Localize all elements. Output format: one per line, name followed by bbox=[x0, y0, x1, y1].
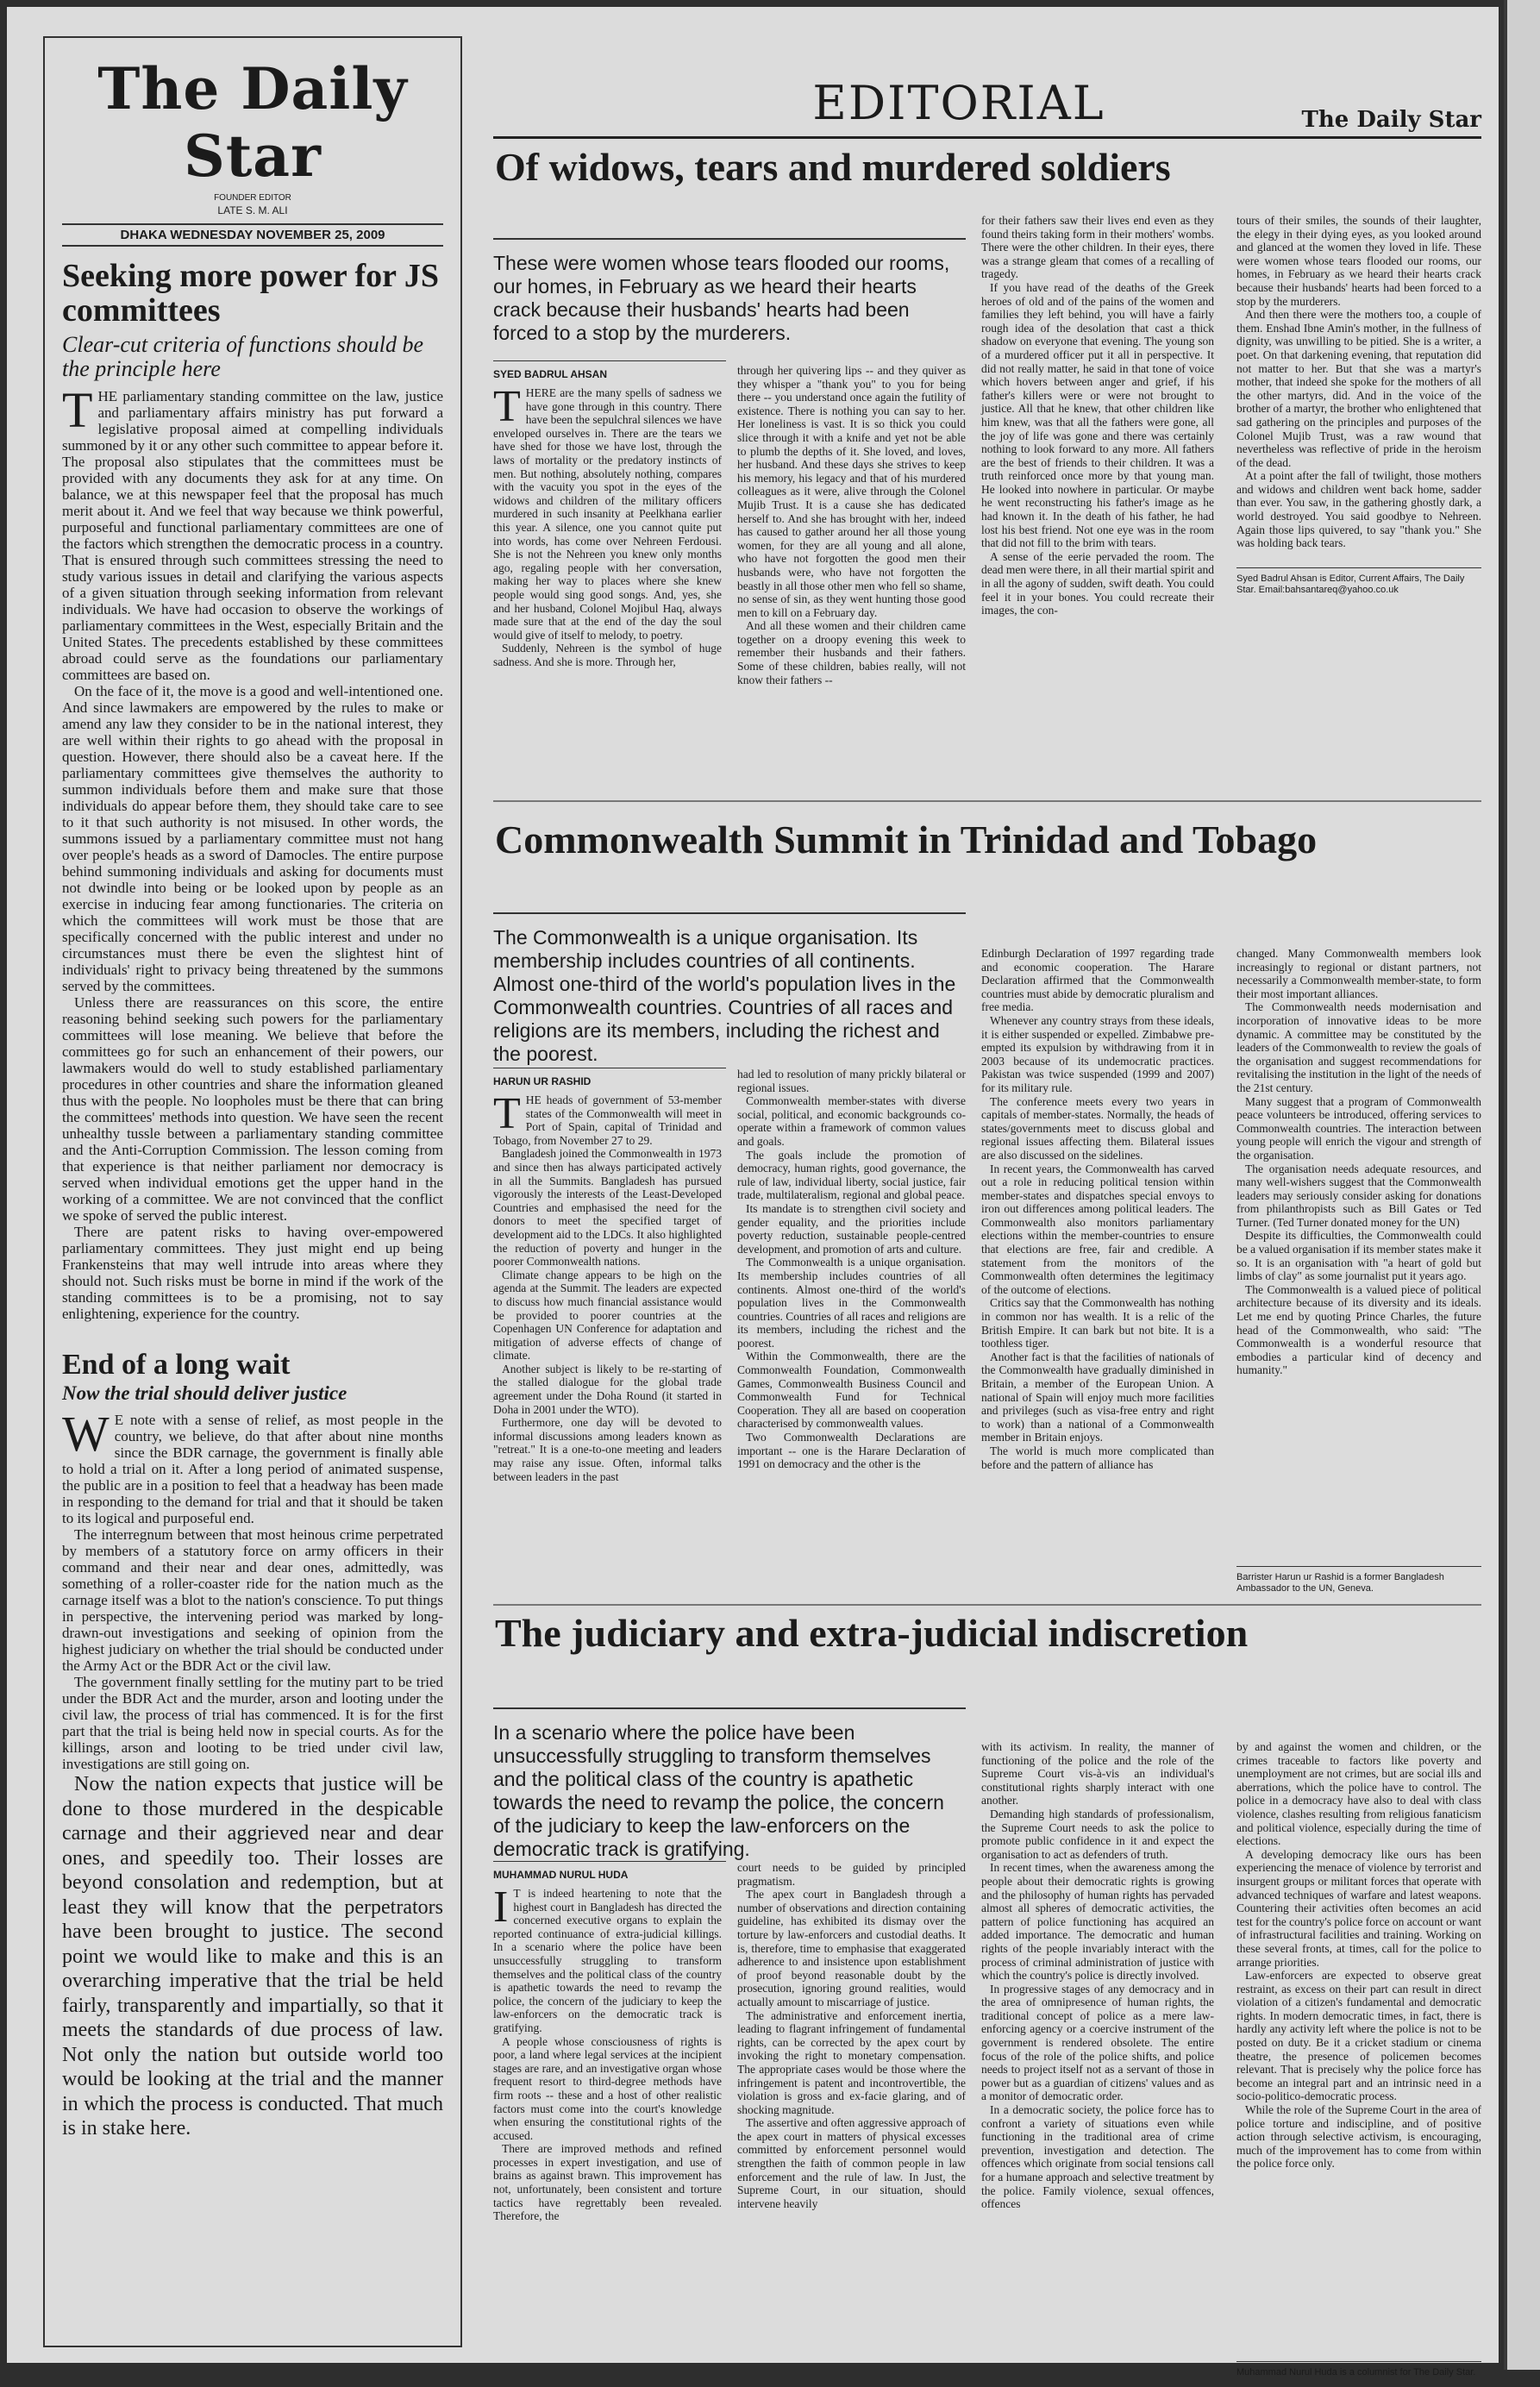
drop-cap: I bbox=[493, 1883, 509, 1932]
paragraph: Law-enforcers are expected to observe great restraint, as excess on their part can result in direct violation of a citizen's fundamental and democratic rights. In modern democratic times, in fact, there is hardly any activity left where the police is not to be posted on duty. Be it a cricket stadium or cinema theatre, the presence of policemen becomes relevant. That is precisely why the police force has become an integral part and an intrinsic need in a socio-politico-democratic process. bbox=[1236, 1969, 1481, 2103]
paragraph: The Commonwealth needs modernisation and incorporation of innovative ideas to be more dynamic. A committee may be constituted by the leaders of the Commonwealth to review the goals of the organisation and suggest recommendations for revitalising the institution in the light of the needs of the 21st century. bbox=[1236, 1000, 1481, 1094]
paragraph: There are improved methods and refined processes in expert investigation, and use of brains as against brawn. This improvement has not, unfortunately, been consistent and torture tactics have regrettably been revealed. Therefore, the bbox=[493, 2142, 722, 2223]
text: HERE are the many spells of sadness we have gone through in this country. There have been the sepulchral silences we have enveloped ourselves in. There are the tears we have shed for those we have lost, through the laws of mortality or the predatory instincts of men. But nothing, absolutely nothing, compares with the vacuity you spot in the eyes of the widows and children of the military officers murdered in such insanity at Peelkhana earlier this year. A silence, one you cannot quite put into words, has come over Nehreen Ferdousi. She is not the Nehreen you knew only months ago, regaling people with her conversation, making her way to places where she knew people would sing good songs. And, yes, she and her husband, Colonel Mojibul Haq, always made sure that at the end of the day the soul would give of itself to melody, to poetry. bbox=[493, 386, 722, 642]
paragraph: Many suggest that a program of Commonwealth peace volunteers be introduced, offering services to Commonwealth countries. The interaction between young people will enrich the vigour and strength of the organisation. bbox=[1236, 1094, 1481, 1162]
author-bio: Syed Badrul Ahsan is Editor, Current Affairs, The Daily Star. Email:bahsantareq@yahoo.co.uk bbox=[1236, 567, 1481, 596]
paragraph-large: Now the nation expects that justice will be done to those murdered in the despicable carnage and their aggrieved near and dear ones, and speedily too. Their losses are beyond consolation and redemption, but at least they will know that the perpetrators have been brought to justice. The second point we would like to make and this is an overarching imperative that the trial be held fairly, transparently and impartially, so that it meets the standards of due process of law. Not only the nation but outside world too would be looking at the trial and the manner in which the process is conducted. That much is in stake here. bbox=[62, 1773, 443, 2140]
paragraph: At a point after the fall of twilight, those mothers and widows and children went back home, sadder than ever. You saw, in the gathering ghostly dark, a world destroyed. You said goodbye to Nehreen. Again those lips quivered, to say "thank you." She was holding back tears. bbox=[1236, 469, 1481, 550]
section-label: EDITORIAL bbox=[812, 76, 1105, 130]
small-masthead: The Daily Star bbox=[1301, 107, 1481, 133]
paragraph: Furthermore, one day will be devoted to informal discussions among leaders known as "retreat." It is a one-to-one meeting and leaders may raise any issue. Often, informal talks between leaders in the past bbox=[493, 1416, 722, 1483]
paragraph: Bangladesh joined the Commonwealth in 1973 and since then has always participated actively in all the Summits. Bangladesh has pursued vigorously the interests of the Least-Developed Countries and emphasised the need for the donors to meet the specified target of development aid to the LDCs. It also highlighted the reduction of poverty and hunger in the poorer Commonwealth nations. bbox=[493, 1147, 722, 1269]
paragraph: While the role of the Supreme Court in the area of police torture and indiscipline, and of positive action through selective activism, is encouraging, much of the improvement has to come from within the police force only. bbox=[1236, 2103, 1481, 2171]
paragraph: Critics say that the Commonwealth has nothing in common nor has wealth. It is a relic of the British Empire. It can bark but not bite. It is a toothless tiger. bbox=[981, 1296, 1214, 1350]
text: Edinburgh Declaration of 1997 regarding trade and economic cooperation. The Harare Declaration affirmed that the Commonwealth countries must abide by democratic pluralism and free media. bbox=[981, 947, 1214, 1014]
article-widows bbox=[493, 145, 1481, 686]
text: for their fathers saw their lives end even as they found theirs taking form in their mothers' wombs. There were the other children. In their eyes, there was a strange gleam that comes of a recalling of tragedy. bbox=[981, 214, 1214, 281]
paragraph: Commonwealth member-states with diverse social, political, and economic backgrounds co-operate within a framework of common values and goals. bbox=[737, 1094, 966, 1148]
masthead-logo: The Daily Star bbox=[97, 55, 408, 190]
deck: In a scenario where the police have been unsuccessfully struggling to transform themselves and the political class of the country is apathetic towards the need to revamp the police, the concern of the judiciary to keep the law-enforcers on the democratic track is gratifying. bbox=[493, 1707, 966, 1861]
editorial-2-subtitle: Now the trial should deliver justice bbox=[62, 1382, 347, 1404]
column-4 bbox=[1236, 947, 1481, 1377]
column-1 bbox=[493, 382, 722, 668]
editorial-1-subtitle: Clear-cut criteria of functions should be the principle here bbox=[62, 332, 424, 381]
text: through her quivering lips -- and they quiver as they whisper a "thank you" to you for being there -- you understand once again the futility of existence. There is nothing you can say to her. Her loneliness is vast. It is so thick you could slice through it with a knife and yet not be able to plumb the depths of it. She loved, and loves, her husband. And these days she strives to keep his memory, his legacy and that of his murdered colleagues as it were, alive through the Colonel Mujib Trust. It is a cause she has dedicated herself to. And she has brought with her, indeed has caused to gather around her all those young women, for they are all young and all alone, who have not forgotten the good men their husbands were, who have not forgotten the beastly in all those other men who fell so shame, no sense of sin, as they went hunting those good men to kill on a February day. bbox=[737, 364, 966, 619]
paragraph: The Commonwealth is a unique organisation. Its membership includes countries of all continents. Almost one-third of the world's population lives in the Commonwealth countries. Countries of all races and religions are its members, including the richest and the poorest. bbox=[737, 1256, 966, 1350]
paragraph: Another subject is likely to be re-starting of the stalled dialogue for the global trade agreement under the Doha Round (it started in Doha in 2001 under the WTO). bbox=[493, 1362, 722, 1416]
paragraph: The goals include the promotion of democracy, human rights, good governance, the rule of law, individual liberty, social justice, fair trade, multilateralism, regional and global peace. bbox=[737, 1148, 966, 1202]
paragraph: There are patent risks to having over-empowered parliamentary committees. They just might end up being Frankensteins that may well intrude into areas where they should not. Such risks must be borne in mind if the work of the standing committees is to be a promising, not to say enlightening, experience for the country. bbox=[62, 1224, 443, 1322]
column-2 bbox=[737, 1861, 966, 2210]
editorial-1-body bbox=[62, 382, 443, 1322]
text: had led to resolution of many prickly bilateral or regional issues. bbox=[737, 1068, 966, 1094]
paragraph: Despite its difficulties, the Commonwealth could be a valued organisation if its member states make it so. It is an organisation with "a heart of gold but limbs of clay" as some journalist put it years ago. bbox=[1236, 1229, 1481, 1283]
text: with its activism. In reality, the manner of functioning of the police and the role of the Supreme Court vis-à-vis an individual's constitutional rights sharply interact with one another. bbox=[981, 1740, 1214, 1807]
paragraph: The interregnum between that most heinous crime perpetrated by members of a statutory force on army officers in their command and their near and dear ones, admittedly, was something of a roller-coaster ride for the nation much as the carnage itself was a blot to the nation's conscience. To put things in perspective, the intervening period was marked by long-drawn-out investigations and seeking of opinion from the highest judiciary on whether the trial should be conducted under the Army Act or the BDR Act or the civil law. bbox=[62, 1526, 443, 1674]
column-3 bbox=[981, 1740, 1214, 2211]
article-judiciary bbox=[493, 1611, 1481, 2387]
paragraph: Another fact is that the facilities of nationals of the Commonwealth have gradually diminished in Britain, a member of the European Union. A national of Spain will enjoy much more facilities and privileges (such as visa-free entry and right to work) than a national of a Commonwealth member in Britain enjoys. bbox=[981, 1350, 1214, 1444]
column-1 bbox=[493, 1089, 722, 1483]
text: tours of their smiles, the sounds of their laughter, the elegy in their dying eyes, as you looked around and glanced at the women they loved in life. These were women whose tears flooded our rooms, our homes, in February as we heard their hearts crack because their husbands' hearts had been forced to a stop by the murderers. bbox=[1236, 214, 1481, 308]
paragraph: And then there were the mothers too, a couple of them. Enshad Ibne Amin's mother, in the fullness of dignity, was unwilling to be pitied. She is a writer, a poet. On that darkening evening, that reputation did not matter to her. But that she was a martyr's mother, that indeed she spoke for the mothers of all the other martyrs, did. And in the voice of the brother of a martyr, the brother who enlightened that sad gathering on the principles and purposes of the Colonel Mujib Trust, was a raw wound that nevertheless was reflective of pride in the heroism of the dead. bbox=[1236, 308, 1481, 469]
paragraph: The world is much more complicated than before and the pattern of alliance has bbox=[981, 1444, 1214, 1471]
text: by and against the women and children, or the crimes traceable to factors like poverty and unemployment are not crimes, but are social ills and aberrations, which the police have to control. The police in a democracy have also to deal with class violence, clashes resulting from religious fanaticism and political violence, especially during the time of elections. bbox=[1236, 1740, 1481, 1848]
headline: The judiciary and extra-judicial indiscretion bbox=[495, 1611, 1249, 1655]
paragraph: In progressive stages of any democracy and in the area of omnipresence of human rights, the traditional concept of police as a mere law-enforcing agency or a coercive instrument of the government is rendered obsolete. The entire focus of the role of the police shifts, and police needs to project itself not as a servant of those in power but as a guardian of citizens' values and as a monitor of democratic order. bbox=[981, 1982, 1214, 2103]
paragraph: Suddenly, Nehreen is the symbol of huge sadness. And she is more. Through her, bbox=[493, 642, 722, 668]
divider bbox=[493, 800, 1481, 802]
paragraph: A developing democracy like ours has been experiencing the menace of violence by terrorist and insurgent groups or militant forces that operate with advanced techniques of warfare and latest weapons. Countering their activities often becomes an acid test for the country's police force on account or want of infrastructural facilities and training. Working on these several fronts, at times, call for the police to arrange priorities. bbox=[1236, 1847, 1481, 1969]
headline: Commonwealth Summit in Trinidad and Tobago bbox=[495, 818, 1318, 861]
byline: SYED BADRUL AHSAN bbox=[493, 360, 726, 380]
text: changed. Many Commonwealth members look increasingly to regional or distant partners, not necessarily a Commonwealth member-state, to form their most important alliances. bbox=[1236, 947, 1481, 1000]
paragraph: And all these women and their children came together on a droopy evening this week to remember their husbands and their fathers. Some of these children, babies really, will not know their fathers -- bbox=[737, 619, 966, 686]
paragraph: The Commonwealth is a valued piece of political architecture because of its diversity and its ideals. Let me end by quoting Prince Charles, the future head of the Commonwealth, who said: "The Commonwealth is a wonderful resource that embodies a particular kind of decency and humanity." bbox=[1236, 1282, 1481, 1377]
founder-name: LATE S. M. ALI bbox=[217, 204, 288, 216]
column-1 bbox=[493, 1883, 722, 2223]
editorial-2-body bbox=[62, 1406, 443, 2141]
paragraph: On the face of it, the move is a good and well-intentioned one. And since lawmakers are empowered by the rules to make or amend any law they consider to be in the national interest, they are well within their rights to go ahead with the proposal in question. However, there should also be a caveat here. If the parliamentary committees give themselves the authority to summon individuals before them and make sure that those individuals do appear before them, they should take care to see to it that such authority is not misused. In other words, the summons issued by a parliamentary committee must not hang over people's heads as a sword of Damocles. The entire purpose behind summoning individuals and asking for documents must not dwindle into being or be looked upon by people as an exercise in inducing fear among functionaries. The criteria on which the committees will work must be those that are specifically concerned with the public interest and under no circumstances must there be even the slightest hint of individuals' right to privacy being threatened by the summons served by the committees. bbox=[62, 683, 443, 994]
deck: These were women whose tears flooded our rooms, our homes, in February as we heard their hearts crack because their husbands' hearts had been forced to a stop by the murderers. bbox=[493, 238, 966, 345]
paragraph: Unless there are reassurances on this score, the entire reasoning behind seeking such powers for the parliamentary committees will lose meaning. We believe that before the committees go for such an enhancement of their powers, our lawmakers would do well to study established parliamentary procedures in other countries and share the information gleaned thus with the people. No loopholes must be there that can bring the committees' methods into question. We have seen the recent unhealthy tussle between a parliamentary standing committee and the Anti-Corruption Commission. The lesson coming from that experience is that neither parliament nor democracy is served when individual emotions get the upper hand in the working of a committee. We are not convinced that the conflict we spoke of served the public interest. bbox=[62, 994, 443, 1224]
article-commonwealth bbox=[493, 818, 1481, 1594]
paragraph: The apex court in Bangladesh through a number of observations and direction containing guideline, has exhibited its dismay over the torture by law-enforcers and custodial deaths. It is, therefore, time to emphasise that exaggerated adherence to and insistence upon establishment of proof beyond reasonable doubt by the prosecution, ignoring ground realities, would actually amount to miscarriage of justice. bbox=[737, 1888, 966, 2008]
adjacent-page-edge bbox=[1504, 0, 1540, 2370]
byline: MUHAMMAD NURUL HUDA bbox=[493, 1861, 726, 1881]
paragraph: Whenever any country strays from these ideals, it is either suspended or expelled. Zimbabwe pre-empted its expulsion by withdrawing from it in 2003 because of its undemocratic practices. Pakistan was twice suspended (1999 and 2007) for its military rule. bbox=[981, 1013, 1214, 1094]
deck: The Commonwealth is a unique organisation. Its membership includes countries of all continents. Almost one-third of the world's population lives in the Commonwealth countries. Countries of all races and religions are its members, including the richest and the poorest. bbox=[493, 912, 966, 1066]
paragraph: Climate change appears to be high on the agenda at the Summit. The leaders are expected to discuss how much financial assistance would be provided to poorer countries at the Copenhagen UN Conference for adaptation and mitigation of adverse effects of change of climate. bbox=[493, 1268, 722, 1363]
paragraph: In a democratic society, the police force has to confront a variety of situations even while functioning in the traditional area of crime prevention, investigation and detection. The offences which originate from social tensions call for a humane approach and selective treatment by the police. Family violence, sexual offences, offences bbox=[981, 2103, 1214, 2211]
divider bbox=[493, 1604, 1481, 1606]
column-2 bbox=[737, 364, 966, 686]
text: HE heads of government of 53-member states of the Commonwealth will meet in Port of Spain, capital of Trinidad and Tobago, from November 27 to 29. bbox=[493, 1093, 722, 1147]
paragraph: Demanding high standards of professionalism, the Supreme Court needs to ask the police to promote public confidence in it and expect the organisation to act as defenders of truth. bbox=[981, 1807, 1214, 1861]
author-bio: Muhammad Nurul Huda is a columnist for The Daily Star. bbox=[1236, 2361, 1481, 2378]
editorial-sidebar bbox=[43, 36, 462, 2347]
paragraph: The administrative and enforcement inertia, leading to flagrant infringement of fundamental rights, can be corrected by the apex court by invoking the right to monetary compensation. The appropriate cases would be those where the infringement is patent and incontrovertible, the violation is gross and ex-facie glaring, and of shocking magnitude. bbox=[737, 2008, 966, 2116]
drop-cap: T bbox=[493, 1089, 521, 1138]
paragraph: The organisation needs adequate resources, and many well-wishers suggest that the Commonwealth leaders may seriously consider asking for donations from philanthropists such as Bill Gates or Ted Turner. (Ted Turner donated money for the UN) bbox=[1236, 1162, 1481, 1229]
paragraph: The government finally settling for the mutiny part to be tried under the BDR Act and the murder, arson and looting under the civil law, the process of trial has commenced. It is for the first part that the trial is being held now in special courts. As for the killings, arson and looting to be tried under civil law, investigations are still going on. bbox=[62, 1674, 443, 1772]
founder-label: FOUNDER EDITOR bbox=[214, 193, 291, 203]
text: court needs to be guided by principled pragmatism. bbox=[737, 1861, 966, 1888]
editorial-1-title: Seeking more power for JS committees bbox=[62, 258, 439, 329]
column-3 bbox=[981, 947, 1214, 1471]
paragraph: In recent times, when the awareness among the people about their democratic rights is growing and the philosophy of human rights has pervaded almost all spheres of democratic activities, the pattern of police functioning has acquired an added importance. The democratic and human rights of the people invariably interact with the process of criminal administration of justice with which the country's police is directly involved. bbox=[981, 1861, 1214, 1983]
dateline: DHAKA WEDNESDAY NOVEMBER 25, 2009 bbox=[62, 223, 443, 247]
drop-cap: T bbox=[493, 382, 521, 431]
editorial-2-title: End of a long wait bbox=[62, 1349, 291, 1381]
paragraph: The conference meets every two years in capitals of member-states. Normally, the heads of states/governments meet to discuss global and regional issues affecting them. Bilateral issues are also discussed on the sidelines. bbox=[981, 1094, 1214, 1162]
editorial-2-lead: E note with a sense of relief, as most people in the country, we believe, do that after about nine months since the BDR carnage, the government is finally able to hold a trial on it. After a long period of animated suspense, the public are in a position to feel that a headway has been made in responding to the demand for trial and that it should be taken to its logical and purposeful end. bbox=[62, 1412, 443, 1526]
drop-cap: T bbox=[62, 382, 93, 438]
editorial-1-lead: HE parliamentary standing committee on the law, justice and parliamentary affairs ministry has put forward a legislative proposal aimed at compelling individuals summoned by it or any other such committee to appear before it. The proposal also stipulates that the committees must be provided with any documents they ask for at any time. On balance, we at this newspaper feel that the proposal has much merit about it. And we feel that way because we think powerful, purposeful and functional parliamentary committees are one of the factors which strengthen the democratic process in a country. That is ensured through such committees stressing the need to study various issues in detail and clarifying the various aspects of a given situation through seeking information from relevant individuals. We have had occasion to observe the workings of parliamentary committees in the West, especially Britain and the United States. The precedents established by these committees abroad could serve as the foundations our parliamentary committees are based on. bbox=[62, 388, 443, 683]
paragraph: Within the Commonwealth, there are the Commonwealth Foundation, Commonwealth Games, Commonwealth Business Council and Commonwealth Fund for Technical Cooperation. They all are based on cooperation characterised by commonwealth values. bbox=[737, 1350, 966, 1431]
paragraph: In recent years, the Commonwealth has carved out a role in reducing political tension within member-states and dispatches special envoys to iron out differences among political leaders. The Commonwealth also monitors parliamentary elections within the member-countries to ensure that elections are free, fair and credible. A statement from the monitors of the Commonwealth often determines the legitimacy of the outcome of elections. bbox=[981, 1162, 1214, 1296]
paragraph: A people whose consciousness of rights is poor, a land where legal services at the incipient stages are rare, and an investigative organ whose frequent resort to third-degree methods have firm roots -- these and a host of other realistic factors must come into the court's knowledge when ensuring the constitutional rights of the accused. bbox=[493, 2034, 722, 2142]
paragraph: Its mandate is to strengthen civil society and gender equality, and the priorities include poverty reduction, sustainable people-centred development, and promotion of arts and culture. bbox=[737, 1201, 966, 1256]
main-content bbox=[493, 52, 1481, 2378]
column-3 bbox=[981, 214, 1214, 617]
paragraph: A sense of the eerie pervaded the room. The dead men were there, in all their martial spirit and in all the agony of sudden, swift death. You could feel it in your bones. You could recreate their images, the con- bbox=[981, 549, 1214, 617]
page-header bbox=[493, 52, 1481, 139]
column-4 bbox=[1236, 1740, 1481, 2171]
column-4 bbox=[1236, 214, 1481, 550]
byline: HARUN UR RASHID bbox=[493, 1068, 726, 1087]
author-bio: Barrister Harun ur Rashid is a former Bangladesh Ambassador to the UN, Geneva. bbox=[1236, 1566, 1481, 1594]
paragraph: If you have read of the deaths of the Greek heroes of old and of the pains of the women and families they left behind, you will have a fairly rough idea of the desolation that cast a thick shadow on everyone that evening. The young son of a murdered officer put it all in perspective. It did not really matter, he said in that tone of voice which hovers between anger and grief, if his father's killers were or were not brought to justice. All that he knew, that other children like him knew, was that all the fathers were gone, all the joy of life was gone and there was certainly nothing to look forward to any more. All fathers are the best of friends to their children. It was a truth reinforced once more by that young man. He looked into nowhere in particular. Or maybe he went reconstructing his father's image as he had known it. In the death of his father, he had lost his best friend. Not one eye was in the room that did not fill to the brim with tears. bbox=[981, 280, 1214, 550]
text: T is indeed heartening to note that the highest court in Bangladesh has directed the concerned executive organs to explain the reported continuance of extra-judicial killings. In a scenario where the police have been unsuccessfully struggling to transform themselves and the political class of the country is apathetic towards the need to revamp the police, the concern of the judiciary to keep the law-enforcers on the democratic track is gratifying. bbox=[493, 1887, 722, 2034]
headline: Of widows, tears and murdered soldiers bbox=[495, 145, 1171, 189]
drop-cap: W bbox=[62, 1406, 110, 1462]
column-2 bbox=[737, 1068, 966, 1471]
paragraph: The assertive and often aggressive approach of the apex court in matters of physical excesses committed by enforcement personnel would strengthen the faith of common people in law enforcement and the rule of law. In Just, the Supreme Court, in our situation, should intervene heavily bbox=[737, 2116, 966, 2210]
paragraph: Two Commonwealth Declarations are important -- one is the Harare Declaration of 1991 on democracy and the other is the bbox=[737, 1431, 966, 1471]
